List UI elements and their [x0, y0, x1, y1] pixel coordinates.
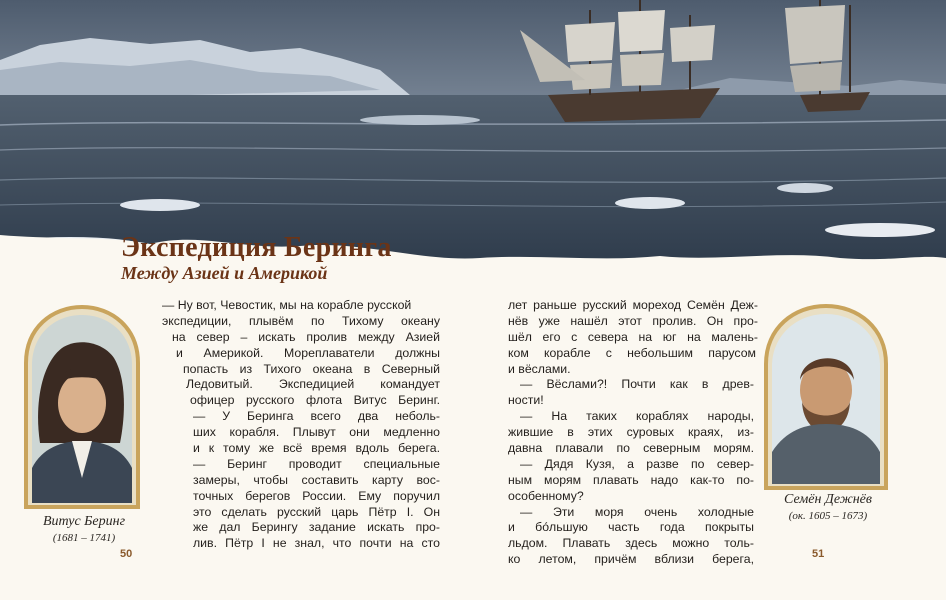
- text-line: — Беринг проводит специальные: [193, 456, 440, 471]
- left-text-column: [0, 298, 440, 552]
- arctic-sea-illustration: [0, 0, 946, 270]
- text-line: — Ну вот, Чевостик, мы на корабле русской: [162, 298, 412, 312]
- text-line: это сделать русский царь Пётр I. Он: [193, 504, 440, 519]
- page-number-left: 50: [120, 548, 133, 560]
- page-number-right: 51: [812, 548, 825, 560]
- text-line: — Дядя Кузя, а разве по север-: [520, 456, 754, 471]
- caption-dezhnev-name: Семён Дежнёв: [784, 492, 872, 507]
- text-line: и вёслами.: [508, 361, 571, 376]
- text-line: на север – искать пролив между Азией: [172, 329, 440, 344]
- text-line: ко летом, причём вблизи берега,: [508, 552, 754, 567]
- chapter-subtitle: Между Азией и Америкой: [121, 263, 328, 283]
- text-line: — На таких кораблях народы,: [520, 409, 754, 424]
- text-line: — Эти моря очень холодные: [520, 504, 754, 519]
- text-line: Ледовитый. Экспедицией командует: [186, 377, 440, 392]
- text-line: экспедиции, плывём по Тихому океану: [162, 313, 440, 328]
- text-line: давна плавали по северным морям.: [508, 441, 754, 456]
- text-line: особенному?: [508, 488, 584, 503]
- text-line: ным морям плавать надо как-то по-: [508, 472, 754, 487]
- text-line: ших корабля. Плывут они медленно: [193, 425, 440, 440]
- text-line: замеры, чтобы составить карту вос-: [193, 472, 440, 487]
- text-line: нёв уже нашёл этот пролив. Он про-: [508, 313, 758, 328]
- caption-dezhnev-years: (ок. 1605 – 1673): [788, 510, 868, 522]
- text-line: и к тому же всё время вдоль берега.: [193, 441, 440, 456]
- text-line: жившие в этих суровых краях, из-: [508, 425, 754, 440]
- text-line: — Вёслами?! Почти как в древ-: [520, 377, 754, 392]
- portrait-dezhnev: [762, 302, 890, 492]
- text-line: лет раньше русский мореход Семён Деж-: [508, 298, 758, 312]
- text-line: ком корабле с небольшим парусом: [508, 345, 756, 360]
- caption-bering-years: (1681 – 1741): [52, 532, 116, 544]
- text-line: же дал Берингу задание искать про-: [193, 520, 440, 535]
- text-line: точных берегов России. Ему поручил: [193, 488, 440, 503]
- text-line: ности!: [508, 393, 544, 408]
- caption-bering-name: Витус Беринг: [42, 514, 126, 529]
- text-line: и Америкой. Мореплаватели должны: [176, 345, 440, 360]
- text-line: шёл его с севера на юг на малень-: [508, 329, 758, 344]
- chapter-title: Экспедиция Беринга: [121, 232, 392, 263]
- text-line: попасть из Тихого океана в Северный: [183, 361, 440, 376]
- text-line: лив. Пётр I не знал, что почти на сто: [193, 536, 440, 551]
- text-line: льдом. Плавать здесь можно толь-: [508, 536, 754, 551]
- right-text-column: [508, 298, 758, 568]
- text-line: — У Беринга всего два неболь-: [193, 409, 440, 424]
- text-line: офицер русского флота Витус Беринг.: [190, 393, 440, 408]
- text-line: и бо́льшую часть года покрыты: [508, 520, 754, 535]
